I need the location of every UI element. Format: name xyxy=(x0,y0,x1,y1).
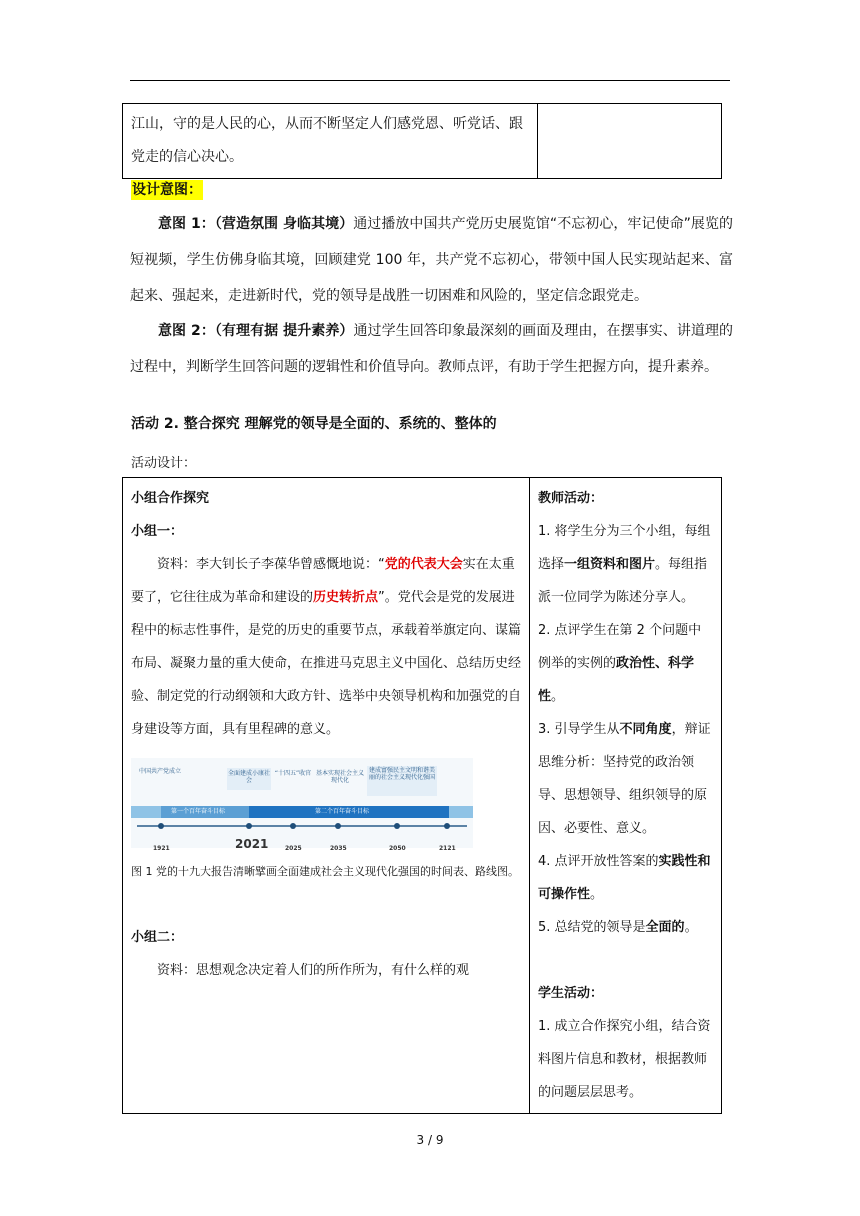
timeline-label-xiaokang: 全面建成小康社会 xyxy=(227,770,270,784)
material-highlight-congress: 党的代表大会 xyxy=(384,557,463,572)
group-two-material: 资料：思想观念决定着人们的所作所为，有什么样的观 xyxy=(157,963,470,978)
teacher-step-2-b: 政治性、科学性 xyxy=(538,656,695,704)
page-number: 3 / 9 xyxy=(416,1133,444,1147)
timeline-year-2035: 2035 xyxy=(330,845,347,852)
teacher-step-5 xyxy=(538,911,713,944)
teacher-step-3 xyxy=(538,713,713,845)
intent-1-text: 通过播放中国共产党历史展览馆“不忘初心，牢记使命”展览的短视频，学生仿佛身临其境，回顾建党 100 年，共产党不忘初心，带领中国人民实现站起来、富起来、强起来，走进新时代，党的领导是战胜一切困难和风险的，坚定信念跟党走。 xyxy=(130,216,734,304)
activity-table xyxy=(122,477,722,1114)
timeline-year-1921: 1921 xyxy=(153,845,170,852)
spacer xyxy=(538,944,713,977)
intent-2-sub: （有理有据 提升素养） xyxy=(214,323,354,339)
group-heading: 小组合作探究 xyxy=(131,491,210,506)
activity-right-cell xyxy=(530,478,722,1114)
timeline-label-14th-plan: “十四五”收官 xyxy=(274,770,312,777)
timeline-label-founding: 中国共产党成立 xyxy=(138,768,181,775)
timeline-dot-2035 xyxy=(335,823,341,829)
timeline-dot-2050 xyxy=(394,823,400,829)
timeline-band-first-label: 第一个百年奋斗目标 xyxy=(171,808,226,815)
student-step-1: 1. 成立合作探究小组，结合资料图片信息和教材，根据教师的问题层层思考。 xyxy=(538,1019,711,1100)
material-text-b: 实在太重要了，它往往成为革命和建设的 xyxy=(131,557,515,605)
group-two-label: 小组二： xyxy=(131,930,184,945)
timeline-year-2121: 2121 xyxy=(439,845,456,852)
design-intent-title: 设计意图： xyxy=(132,182,202,198)
material-text-c: ”。党代会是党的发展进程中的标志性事件，是党的历史的重要节点，承载着举旗定向、谋篇布局、凝聚力量的重大使命，在推进马克思主义中国化、总结历史经验、制定党的行动纲领和大政方针、选举中央领导机构和加强党的自身建设等方面，具有里程碑的意义。 xyxy=(131,590,522,737)
teacher-step-3-b: 不同角度 xyxy=(619,722,672,737)
timeline-year-2021: 2021 xyxy=(235,837,269,851)
group-one-material xyxy=(131,548,521,746)
timeline-label-strong-nation: 建成富强民主文明和谐美丽的社会主义现代化强国 xyxy=(369,767,436,781)
teacher-step-2-a: 2. 点评学生在第 2 个问题中例举的实例的 xyxy=(538,623,702,671)
teacher-step-1-c: 。每组指派一位同学为陈述分享人。 xyxy=(538,557,708,605)
timeline-dot-1921 xyxy=(158,823,164,829)
teacher-step-4-b: 实践性和可操作性 xyxy=(538,854,711,902)
group-one-label: 小组一： xyxy=(131,524,184,539)
teacher-step-4-a: 4. 点评开放性答案的 xyxy=(538,854,659,869)
teacher-step-1 xyxy=(538,515,713,614)
intent-2-label: 意图 2： xyxy=(158,323,215,339)
timeline-year-2025: 2025 xyxy=(285,845,302,852)
teacher-step-3-c: ，辩证思维分析：坚持党的政治领导、思想领导、组织领导的原因、必要性、意义。 xyxy=(538,722,711,836)
teacher-step-2-c: 。 xyxy=(551,689,565,704)
timeline-figure xyxy=(131,758,473,852)
teacher-step-4 xyxy=(538,845,713,911)
spacer xyxy=(131,888,521,921)
continued-table-right-cell xyxy=(538,104,722,179)
continued-table-left-cell: 江山，守的是人民的心，从而不断坚定人们感党恩、听党话、跟党走的信心决心。 xyxy=(123,104,538,179)
teacher-step-1-b: 一组资料和图片 xyxy=(564,557,656,572)
timeline-dot-2025 xyxy=(290,823,296,829)
figure-caption: 图 1 党的十九大报告清晰擘画全面建成社会主义现代化强国的时间表、路线图。 xyxy=(131,865,519,878)
timeline-label-modernization: 基本实现社会主义现代化 xyxy=(315,770,364,784)
student-activity-title: 学生活动： xyxy=(538,986,604,1001)
teacher-activity-title: 教师活动： xyxy=(538,491,604,506)
intent-1-paragraph xyxy=(130,206,733,314)
material-highlight-turning-point: 历史转折点 xyxy=(313,590,379,605)
material-text-a: 资料：李大钊长子李葆华曾感慨地说：“ xyxy=(157,557,385,572)
timeline-year-2050: 2050 xyxy=(389,845,406,852)
timeline-dot-2121 xyxy=(444,823,450,829)
intent-1-sub: （营造氛围 身临其境） xyxy=(214,216,354,232)
teacher-step-4-c: 。 xyxy=(590,887,604,902)
teacher-step-3-a: 3. 引导学生从 xyxy=(538,722,620,737)
teacher-step-5-b: 全面的 xyxy=(645,920,685,935)
teacher-step-5-a: 5. 总结党的领导是 xyxy=(538,920,646,935)
continued-table xyxy=(122,103,722,179)
teacher-step-5-c: 。 xyxy=(684,920,698,935)
timeline-band-second-label: 第二个百年奋斗目标 xyxy=(315,808,370,815)
teacher-step-1-a: 1. 将学生分为三个小组，每组选择 xyxy=(538,524,711,572)
teacher-step-2 xyxy=(538,614,713,713)
intent-2-paragraph xyxy=(130,313,733,385)
intent-2-text: 通过学生回答印象最深刻的画面及理由，在摆事实、讲道理的过程中，判断学生回答问题的逻辑性和价值导向。教师点评，有助于学生把握方向，提升素养。 xyxy=(130,323,733,375)
header-rule xyxy=(130,80,730,81)
activity-left-cell xyxy=(123,478,530,1114)
activity-subtitle: 活动设计： xyxy=(131,456,197,471)
activity-title: 活动 2. 整合探究 理解党的领导是全面的、系统的、整体的 xyxy=(131,416,497,432)
intent-1-label: 意图 1： xyxy=(158,216,215,232)
